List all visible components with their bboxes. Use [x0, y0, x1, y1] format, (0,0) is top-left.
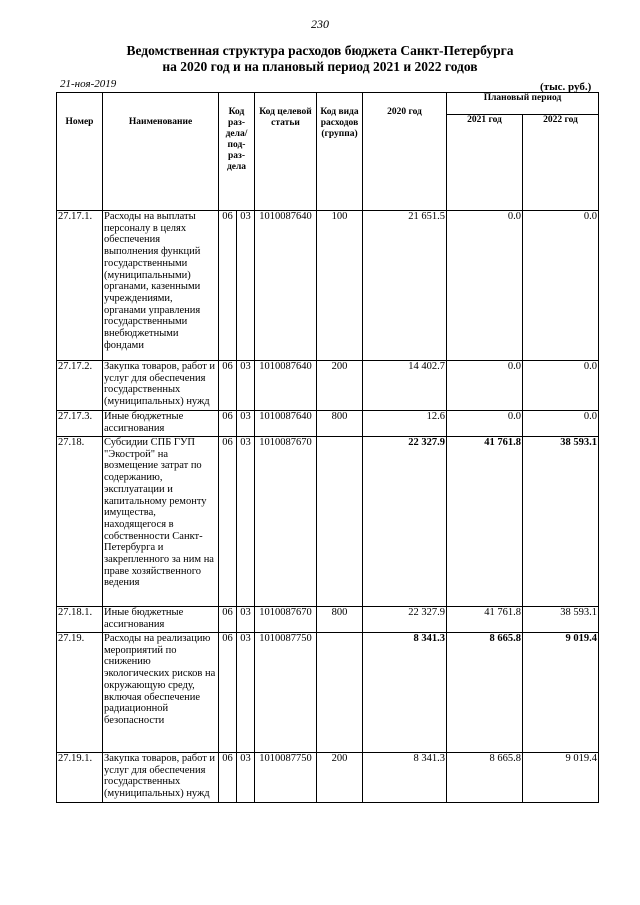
budget-table — [56, 92, 599, 803]
row-value-2020: 21 651.5 — [363, 211, 447, 361]
row-value-2020: 8 341.3 — [363, 753, 447, 803]
row-name: Субсидии СПБ ГУП "Экострой" на возмещение затрат по содержанию, эксплуатации и капитальному ремонту имущества, находящегося в собственности Санкт-Петербурга и закрепленного за ним на праве хозяйственного ведения — [103, 437, 219, 607]
row-section: 06 — [219, 607, 237, 633]
table-row — [57, 633, 599, 753]
row-value-2020: 8 341.3 — [363, 633, 447, 753]
units-label: (тыс. руб.) — [540, 81, 592, 93]
header-target: Код целевой статьи — [255, 93, 317, 211]
row-subsection: 03 — [237, 437, 255, 607]
row-target: 1010087640 — [255, 211, 317, 361]
row-target: 1010087670 — [255, 437, 317, 607]
row-number: 27.19.1. — [57, 753, 103, 803]
row-number: 27.17.3. — [57, 411, 103, 437]
row-expense-type: 800 — [317, 411, 363, 437]
row-subsection: 03 — [237, 211, 255, 361]
row-value-2022: 0.0 — [523, 211, 599, 361]
row-value-2022: 9 019.4 — [523, 753, 599, 803]
header-2022: 2022 год — [523, 115, 599, 211]
row-expense-type: 200 — [317, 361, 363, 411]
table-row — [57, 437, 599, 607]
row-number: 27.18. — [57, 437, 103, 607]
row-value-2021: 8 665.8 — [447, 633, 523, 753]
row-value-2020: 22 327.9 — [363, 607, 447, 633]
table-row — [57, 411, 599, 437]
row-section: 06 — [219, 411, 237, 437]
table-row — [57, 753, 599, 803]
row-name: Закупка товаров, работ и услуг для обеспечения государственных (муниципальных) нужд — [103, 753, 219, 803]
row-expense-type — [317, 633, 363, 753]
row-name: Расходы на выплаты персоналу в целях обеспечения выполнения функций государственными (муниципальными) органами, казенными учреждениями, органами управления государственными внебюджетными фондами — [103, 211, 219, 361]
row-value-2022: 0.0 — [523, 361, 599, 411]
row-value-2020: 12.6 — [363, 411, 447, 437]
row-target: 1010087640 — [255, 361, 317, 411]
header-2020: 2020 год — [363, 93, 447, 211]
row-value-2021: 8 665.8 — [447, 753, 523, 803]
row-section: 06 — [219, 753, 237, 803]
row-section: 06 — [219, 211, 237, 361]
row-subsection: 03 — [237, 633, 255, 753]
document-date: 21-ноя-2019 — [60, 78, 117, 90]
row-value-2022: 9 019.4 — [523, 633, 599, 753]
row-subsection: 03 — [237, 607, 255, 633]
row-expense-type: 100 — [317, 211, 363, 361]
row-value-2021: 0.0 — [447, 211, 523, 361]
page-number: 230 — [311, 17, 329, 31]
row-expense-type — [317, 437, 363, 607]
row-value-2021: 41 761.8 — [447, 607, 523, 633]
row-number: 27.17.2. — [57, 361, 103, 411]
row-section: 06 — [219, 437, 237, 607]
row-target: 1010087640 — [255, 411, 317, 437]
row-value-2020: 22 327.9 — [363, 437, 447, 607]
row-name: Расходы на реализацию мероприятий по снижению экологических рисков на окружающую среду, включая обеспечение радиационной безопасности — [103, 633, 219, 753]
row-number: 27.18.1. — [57, 607, 103, 633]
row-number: 27.17.1. — [57, 211, 103, 361]
row-section: 06 — [219, 361, 237, 411]
row-value-2021: 41 761.8 — [447, 437, 523, 607]
header-number: Номер — [57, 93, 103, 211]
row-subsection: 03 — [237, 411, 255, 437]
row-value-2022: 38 593.1 — [523, 437, 599, 607]
row-value-2021: 0.0 — [447, 361, 523, 411]
header-name: Наименование — [103, 93, 219, 211]
row-target: 1010087750 — [255, 753, 317, 803]
header-plan-period: Плановый период — [447, 93, 599, 115]
row-subsection: 03 — [237, 361, 255, 411]
row-section: 06 — [219, 633, 237, 753]
row-name: Иные бюджетные ассигнования — [103, 411, 219, 437]
row-value-2022: 38 593.1 — [523, 607, 599, 633]
table-row — [57, 211, 599, 361]
row-number: 27.19. — [57, 633, 103, 753]
title-line-1: Ведомственная структура расходов бюджета Санкт-Петербурга — [126, 43, 514, 58]
row-target: 1010087670 — [255, 607, 317, 633]
row-expense-type: 800 — [317, 607, 363, 633]
title-line-2: на 2020 год и на плановый период 2021 и 2022 годов — [162, 59, 478, 74]
row-value-2022: 0.0 — [523, 411, 599, 437]
header-section: Код раз- дела/ под- раз- дела — [219, 93, 255, 211]
header-expense-type: Код вида расходов (группа) — [317, 93, 363, 211]
document-title — [0, 43, 640, 75]
row-name: Закупка товаров, работ и услуг для обеспечения государственных (муниципальных) нужд — [103, 361, 219, 411]
row-value-2021: 0.0 — [447, 411, 523, 437]
row-name: Иные бюджетные ассигнования — [103, 607, 219, 633]
header-2021: 2021 год — [447, 115, 523, 211]
table-row — [57, 607, 599, 633]
row-value-2020: 14 402.7 — [363, 361, 447, 411]
row-expense-type: 200 — [317, 753, 363, 803]
row-target: 1010087750 — [255, 633, 317, 753]
table-row — [57, 361, 599, 411]
row-subsection: 03 — [237, 753, 255, 803]
